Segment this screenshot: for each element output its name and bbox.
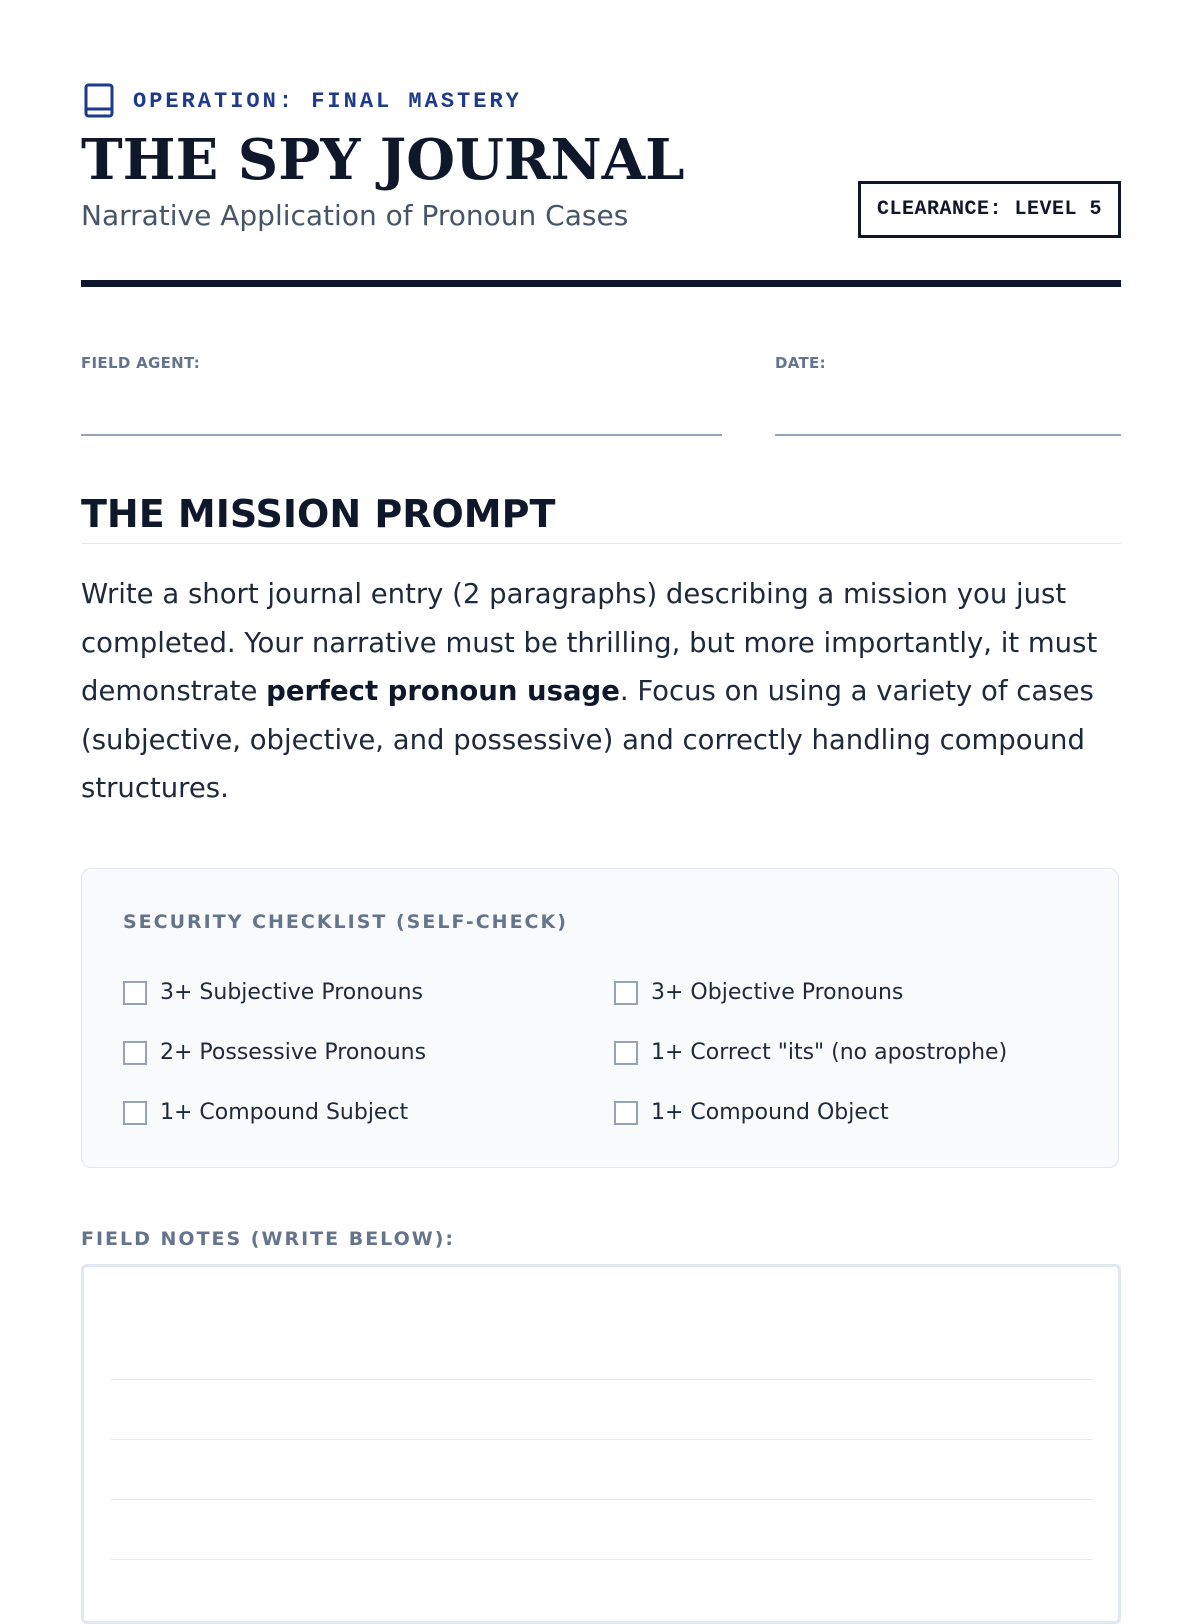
ruled-line (111, 1439, 1093, 1440)
checkbox[interactable] (123, 1041, 147, 1065)
mission-heading: THE MISSION PROMPT (81, 492, 556, 536)
page-subtitle: Narrative Application of Pronoun Cases (81, 199, 629, 232)
checklist-item-label: 1+ Correct "its" (no apostrophe) (651, 1040, 1008, 1065)
field-notes-area[interactable] (81, 1264, 1121, 1624)
operation-kicker (81, 82, 522, 120)
checklist-item-subjective[interactable] (123, 980, 423, 1005)
checklist-item-compound-object[interactable] (614, 1100, 889, 1125)
security-checklist (81, 868, 1119, 1168)
clearance-badge: CLEARANCE: LEVEL 5 (858, 181, 1121, 238)
prompt-emphasis: perfect pronoun usage (266, 675, 620, 707)
book-icon (81, 82, 119, 120)
page-title: THE SPY JOURNAL (81, 127, 685, 193)
field-agent-label: FIELD AGENT: (81, 354, 201, 372)
mission-divider (81, 543, 1121, 544)
prompt-text-start: Write a short journal entry (2 paragraphs) describing a mission you just completed. Your narrative must be thrilling, but more importantly, it must demonstrate (81, 578, 1098, 707)
checkbox[interactable] (614, 1101, 638, 1125)
ruled-line (111, 1559, 1093, 1560)
checklist-item-its[interactable] (614, 1040, 1007, 1065)
checkbox[interactable] (123, 981, 147, 1005)
worksheet-page (81, 0, 1121, 1600)
checklist-item-label: 1+ Compound Object (651, 1100, 889, 1125)
ruled-line (111, 1379, 1093, 1380)
date-field[interactable] (775, 354, 1121, 372)
checkbox[interactable] (614, 1041, 638, 1065)
checkbox[interactable] (614, 981, 638, 1005)
header-divider (81, 280, 1121, 287)
checklist-item-label: 2+ Possessive Pronouns (160, 1040, 427, 1065)
date-line[interactable] (775, 434, 1121, 436)
operation-label: OPERATION: FINAL MASTERY (133, 88, 522, 114)
checklist-item-possessive[interactable] (123, 1040, 426, 1065)
prompt-text-end: . Focus on using a variety of cases (subjective, objective, and possessive) and correctly handling compound structures. (81, 675, 1094, 804)
ruled-line (111, 1499, 1093, 1500)
checklist-item-compound-subject[interactable] (123, 1100, 408, 1125)
checklist-item-label: 1+ Compound Subject (160, 1100, 409, 1125)
date-label: DATE: (775, 354, 826, 372)
checklist-item-objective[interactable] (614, 980, 903, 1005)
mission-prompt (81, 570, 1126, 813)
checklist-title: SECURITY CHECKLIST (SELF-CHECK) (123, 911, 568, 933)
field-notes-label: FIELD NOTES (WRITE BELOW): (81, 1228, 455, 1250)
checklist-item-label: 3+ Objective Pronouns (651, 980, 904, 1005)
field-agent-field[interactable] (81, 354, 722, 372)
checkbox[interactable] (123, 1101, 147, 1125)
field-agent-line[interactable] (81, 434, 722, 436)
checklist-item-label: 3+ Subjective Pronouns (160, 980, 423, 1005)
